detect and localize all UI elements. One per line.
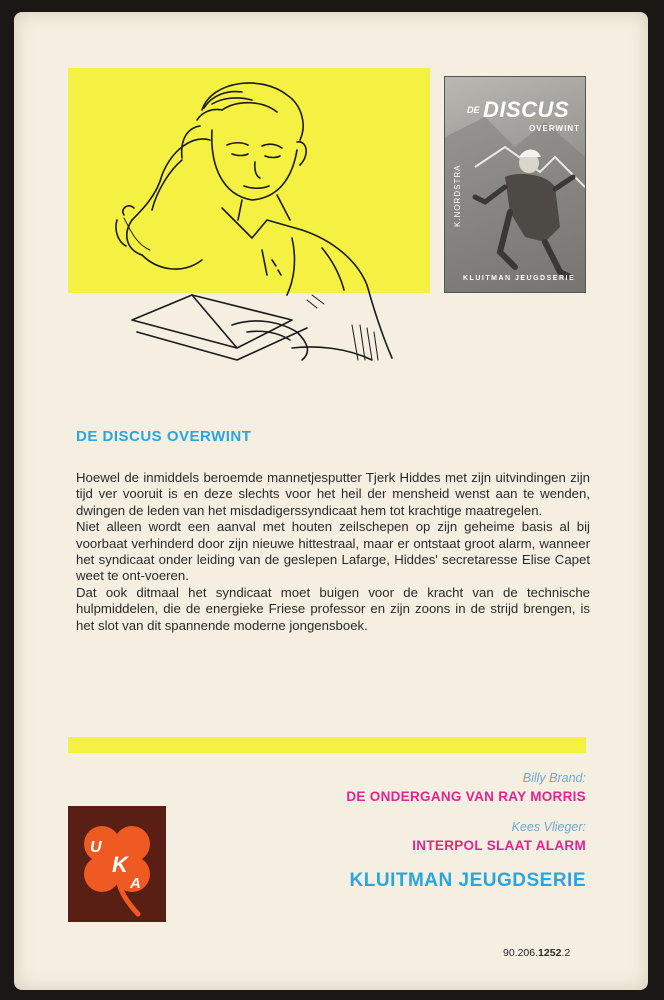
clover-icon: [68, 806, 166, 922]
isbn-number: [503, 947, 570, 959]
recommendation-author: Kees Vlieger:: [511, 820, 586, 834]
uka-clover-logo: [68, 806, 166, 922]
recommendation-2: [412, 820, 586, 853]
blurb-paragraph: Dat ook ditmaal het syndicaat moet buigen voor de kracht van de technische hulpmiddelen, die de energieke Friese professor en zijn zoons in de strijd brengen, is het slot van dit spannende moderne jongensboek.: [76, 584, 590, 633]
series-name: KLUITMAN JEUGDSERIE: [349, 870, 586, 891]
isbn-suffix: .2: [561, 947, 571, 959]
recommendation-author: Billy Brand:: [522, 771, 586, 785]
isbn-main: 1252: [538, 947, 562, 959]
recommendation-title: DE ONDERGANG VAN RAY MORRIS: [346, 789, 586, 804]
logo-letter-a: A: [130, 875, 141, 892]
blurb-paragraph: Hoewel de inmiddels beroemde mannetjesputter Tjerk Hiddes met zijn uitvindingen zijn tijd ver vooruit is en deze slechts voor het heil der mensheid wenst aan te wenden, dwingen de leden van het misdadigerssyndicaat hem tot krachtige maatregelen.: [76, 470, 590, 518]
yellow-divider: [68, 737, 586, 753]
blurb-paragraph: Niet alleen wordt een aanval met houten zeilschepen op zijn geheime basis al bij voorbaat verhinderd door zijn nieuwe hittestraal, maar er ontstaat groot alarm, wanneer het syndicaat onder leiding van de geslepen Lafarge, Hiddes' secretaresse Elise Capet weet te ont-voeren.: [76, 519, 590, 584]
mini-cover-prefix: DE: [467, 105, 480, 115]
logo-letter-u: U: [90, 839, 102, 856]
book-title: DE DISCUS OVERWINT: [76, 428, 252, 445]
isbn-prefix: 90.206.: [503, 947, 539, 959]
mini-cover-title: DISCUS: [483, 97, 570, 122]
recommendation-title: INTERPOL SLAAT ALARM: [412, 838, 586, 853]
mini-cover-thumbnail: [444, 76, 586, 293]
logo-letter-k: K: [112, 852, 128, 877]
mini-cover-series: KLUITMAN JEUGDSERIE: [463, 275, 576, 282]
blurb-text: [76, 470, 590, 634]
recommendation-1: [346, 771, 586, 804]
mini-cover-subtitle: OVERWINT: [529, 124, 580, 133]
boy-reading-illustration: [62, 70, 412, 370]
mini-cover-author: K.NORDSTRA: [453, 164, 462, 227]
